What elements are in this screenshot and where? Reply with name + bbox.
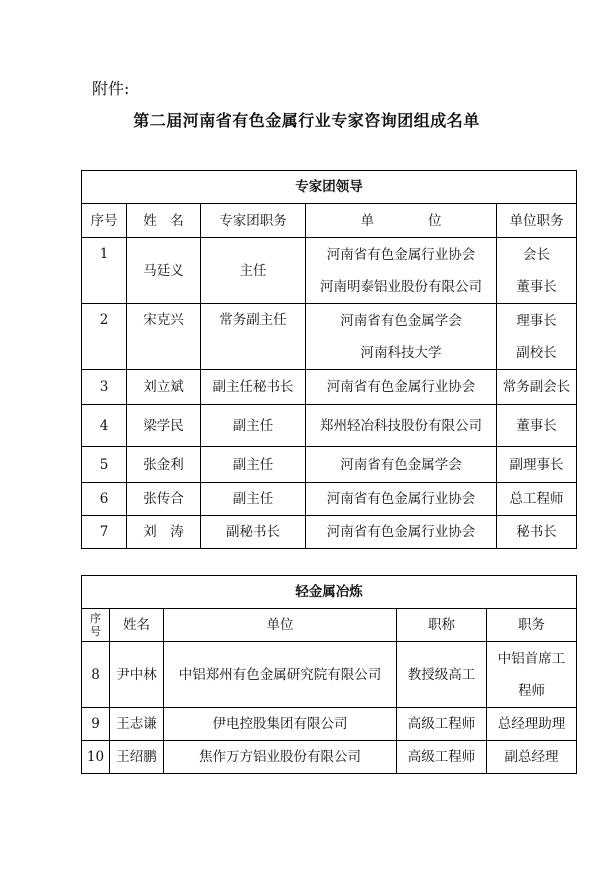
header-unit: 单位 (164, 609, 397, 642)
header-row (82, 609, 577, 642)
row-name-text: 宋克兴 (143, 312, 184, 328)
table-row (82, 238, 577, 304)
row-post: 总经理助理 (487, 708, 577, 741)
row-unit: 焦作万方铝业股份有限公司 (164, 741, 397, 774)
unit-line: 河南省有色金属学会 (340, 312, 462, 329)
row-name: 王绍鹏 (110, 741, 164, 774)
table-row (82, 447, 577, 483)
header-seq (82, 609, 110, 642)
row-name: 张传合 (127, 483, 201, 516)
row-seq-text: 2 (99, 312, 109, 328)
header-unit: 单 位 (306, 204, 497, 238)
table-row (82, 642, 577, 708)
row-post: 秘书长 (497, 516, 577, 549)
row-post (497, 304, 577, 370)
row-title: 高级工程师 (397, 741, 487, 774)
header-role: 专家团职务 (201, 204, 306, 238)
row-seq: 4 (82, 405, 127, 447)
row-name: 刘立斌 (127, 370, 201, 405)
row-name: 尹中林 (110, 642, 164, 708)
row-seq-text: 1 (99, 246, 109, 262)
row-role: 副秘书长 (201, 516, 306, 549)
row-unit (306, 304, 497, 370)
post-line: 会长 (523, 246, 551, 263)
row-name: 张金利 (127, 447, 201, 483)
row-seq: 9 (82, 708, 110, 741)
light-metal-table (81, 575, 577, 774)
row-title: 高级工程师 (397, 708, 487, 741)
row-post: 总工程师 (497, 483, 577, 516)
header-title: 职称 (397, 609, 487, 642)
header-seq: 序号 (82, 204, 127, 238)
table-row (82, 370, 577, 405)
row-role (201, 304, 306, 370)
row-title: 教授级高工 (397, 642, 487, 708)
header-name: 姓 名 (127, 204, 201, 238)
row-seq (82, 238, 127, 304)
row-unit: 郑州轻冶科技股份有限公司 (306, 405, 497, 447)
row-unit: 河南省有色金属行业协会 (306, 483, 497, 516)
header-post: 职务 (487, 609, 577, 642)
row-seq (82, 304, 127, 370)
unit-line: 河南明泰铝业股份有限公司 (320, 278, 482, 295)
section-title: 轻金属冶炼 (82, 576, 577, 609)
row-role: 副主任 (201, 405, 306, 447)
row-name: 马廷义 (127, 238, 201, 304)
post-line: 中铝首席工 (497, 650, 566, 667)
header-row (82, 204, 577, 238)
unit-line: 河南省有色金属行业协会 (326, 246, 476, 263)
post-line: 董事长 (516, 278, 557, 295)
row-post: 常务副会长 (497, 370, 577, 405)
row-seq: 6 (82, 483, 127, 516)
row-post (497, 238, 577, 304)
table-row (82, 405, 577, 447)
post-line: 副校长 (516, 344, 557, 361)
row-role: 副主任 (201, 483, 306, 516)
row-unit: 河南省有色金属行业协会 (306, 516, 497, 549)
attachment-label: 附件: (92, 79, 130, 98)
row-unit: 河南省有色金属学会 (306, 447, 497, 483)
row-name: 刘 涛 (127, 516, 201, 549)
header-name: 姓名 (110, 609, 164, 642)
document-title: 第二届河南省有色金属行业专家咨询团组成名单 (133, 111, 480, 130)
table-row (82, 516, 577, 549)
row-seq: 3 (82, 370, 127, 405)
row-post (487, 642, 577, 708)
table-row (82, 483, 577, 516)
row-seq: 10 (82, 741, 110, 774)
header-post: 单位职务 (497, 204, 577, 238)
row-unit: 河南省有色金属行业协会 (306, 370, 497, 405)
row-name (127, 304, 201, 370)
table-row (82, 741, 577, 774)
row-name: 梁学民 (127, 405, 201, 447)
row-seq: 5 (82, 447, 127, 483)
leadership-table (81, 170, 577, 549)
row-post: 副总经理 (487, 741, 577, 774)
row-unit: 中铝郑州有色金属研究院有限公司 (164, 642, 397, 708)
section-title: 专家团领导 (82, 171, 577, 204)
row-post: 副理事长 (497, 447, 577, 483)
table-row (82, 708, 577, 741)
row-role-text: 常务副主任 (219, 312, 287, 328)
header-seq-char: 号 (90, 625, 101, 638)
row-seq: 8 (82, 642, 110, 708)
table-row (82, 304, 577, 370)
post-line: 程师 (518, 682, 546, 699)
row-unit (306, 238, 497, 304)
row-role: 副主任秘书长 (201, 370, 306, 405)
row-seq: 7 (82, 516, 127, 549)
row-unit: 伊电控股集团有限公司 (164, 708, 397, 741)
post-line: 理事长 (516, 312, 557, 329)
row-post: 董事长 (497, 405, 577, 447)
row-name: 王志谦 (110, 708, 164, 741)
row-role: 副主任 (201, 447, 306, 483)
header-seq-char: 序 (90, 612, 101, 625)
row-role: 主任 (201, 238, 306, 304)
unit-line: 河南科技大学 (360, 344, 442, 361)
